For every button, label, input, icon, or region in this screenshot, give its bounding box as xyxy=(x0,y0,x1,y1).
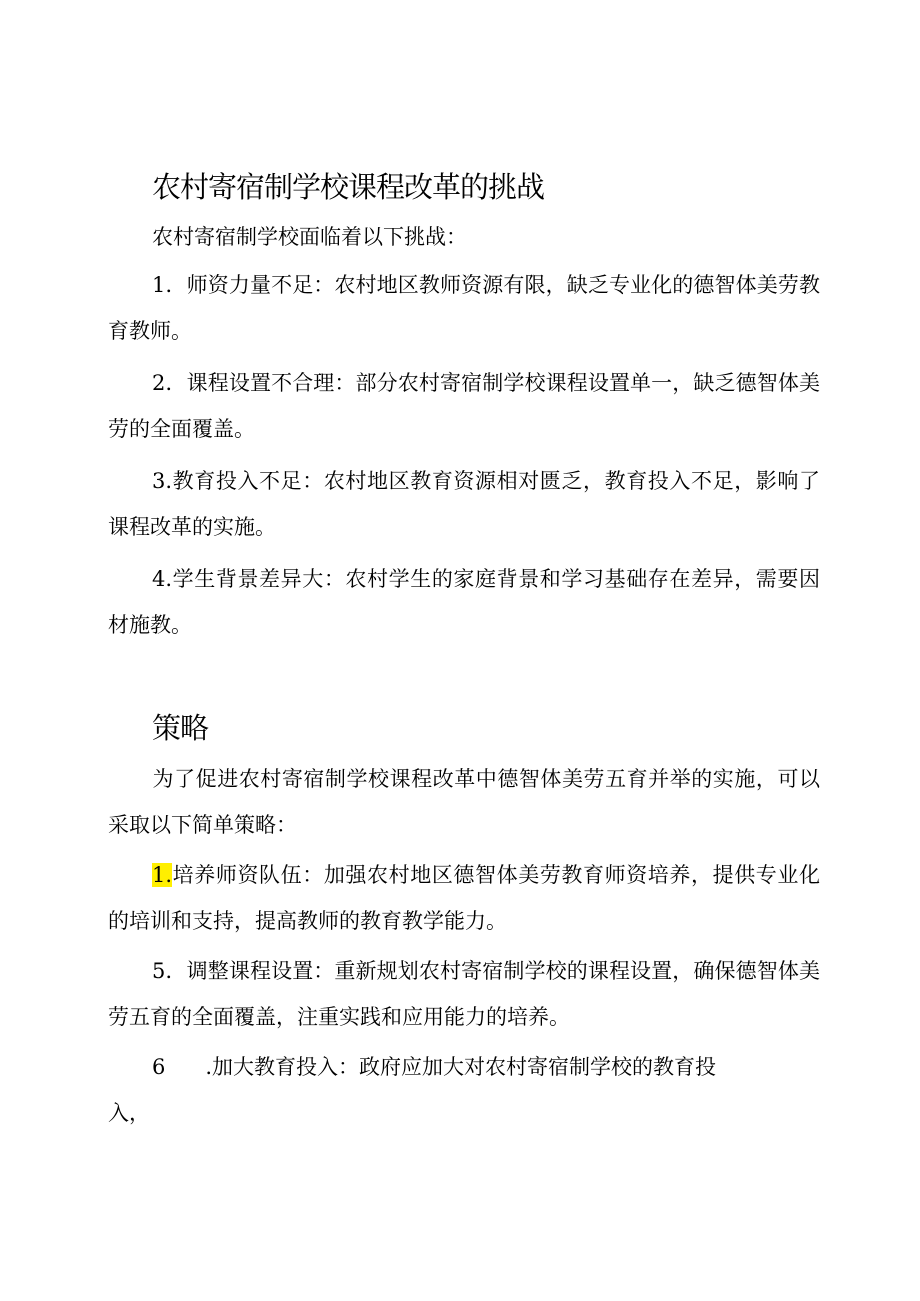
item-text: .学生背景差异大：农村学生的家庭背景和学习基础存在差异，需要因材施教。 xyxy=(108,567,820,637)
list-item-challenge-4 xyxy=(108,556,820,648)
section-title-challenges: 农村寄宿制学校课程改革的挑战 xyxy=(152,170,545,204)
list-item-strategy-5 xyxy=(108,948,820,1040)
item-number-highlighted: 1. xyxy=(152,863,173,887)
intro-text: 农村寄宿制学校面临着以下挑战： xyxy=(152,225,467,249)
item-number: 2 xyxy=(152,371,166,395)
list-item-challenge-3 xyxy=(108,458,820,550)
item-text-continuation: 入， xyxy=(108,1101,150,1125)
item-text: ．调整课程设置：重新规划农村寄宿制学校的课程设置，确保德智体美劳五育的全面覆盖，注重实践和应用能力的培养。 xyxy=(108,959,820,1029)
list-item-strategy-1 xyxy=(108,852,820,944)
item-number: 4 xyxy=(152,567,166,591)
item-text: ．师资力量不足：农村地区教师资源有限，缺乏专业化的德智体美劳教育教师。 xyxy=(108,273,820,343)
list-item-challenge-2 xyxy=(108,360,820,452)
item-text: .加大教育投入：政府应加大对农村寄宿制学校的教育投 xyxy=(205,1055,717,1079)
item-number: 1 xyxy=(152,273,166,297)
list-item-challenge-1 xyxy=(108,262,820,354)
item-text: .教育投入不足：农村地区教育资源相对匮乏，教育投入不足，影响了课程改革的实施。 xyxy=(108,469,820,539)
item-text: 培养师资队伍：加强农村地区德智体美劳教育师资培养，提供专业化的培训和支持，提高教师的教育教学能力。 xyxy=(108,863,820,933)
item-number: 5 xyxy=(152,959,166,983)
item-number: 3 xyxy=(152,469,166,493)
item-text: ．课程设置不合理：部分农村寄宿制学校课程设置单一，缺乏德智体美劳的全面覆盖。 xyxy=(108,371,820,441)
item-number: 6 xyxy=(152,1055,166,1079)
intro-text: 为了促进农村寄宿制学校课程改革中德智体美劳五育并举的实施，可以采取以下简单策略： xyxy=(108,767,820,837)
section-title-strategies: 策略 xyxy=(152,711,209,745)
section-intro-challenges xyxy=(108,214,820,260)
list-item-strategy-6 xyxy=(108,1044,820,1090)
list-item-strategy-6-continuation xyxy=(108,1090,820,1136)
section-intro-strategies xyxy=(108,756,820,848)
